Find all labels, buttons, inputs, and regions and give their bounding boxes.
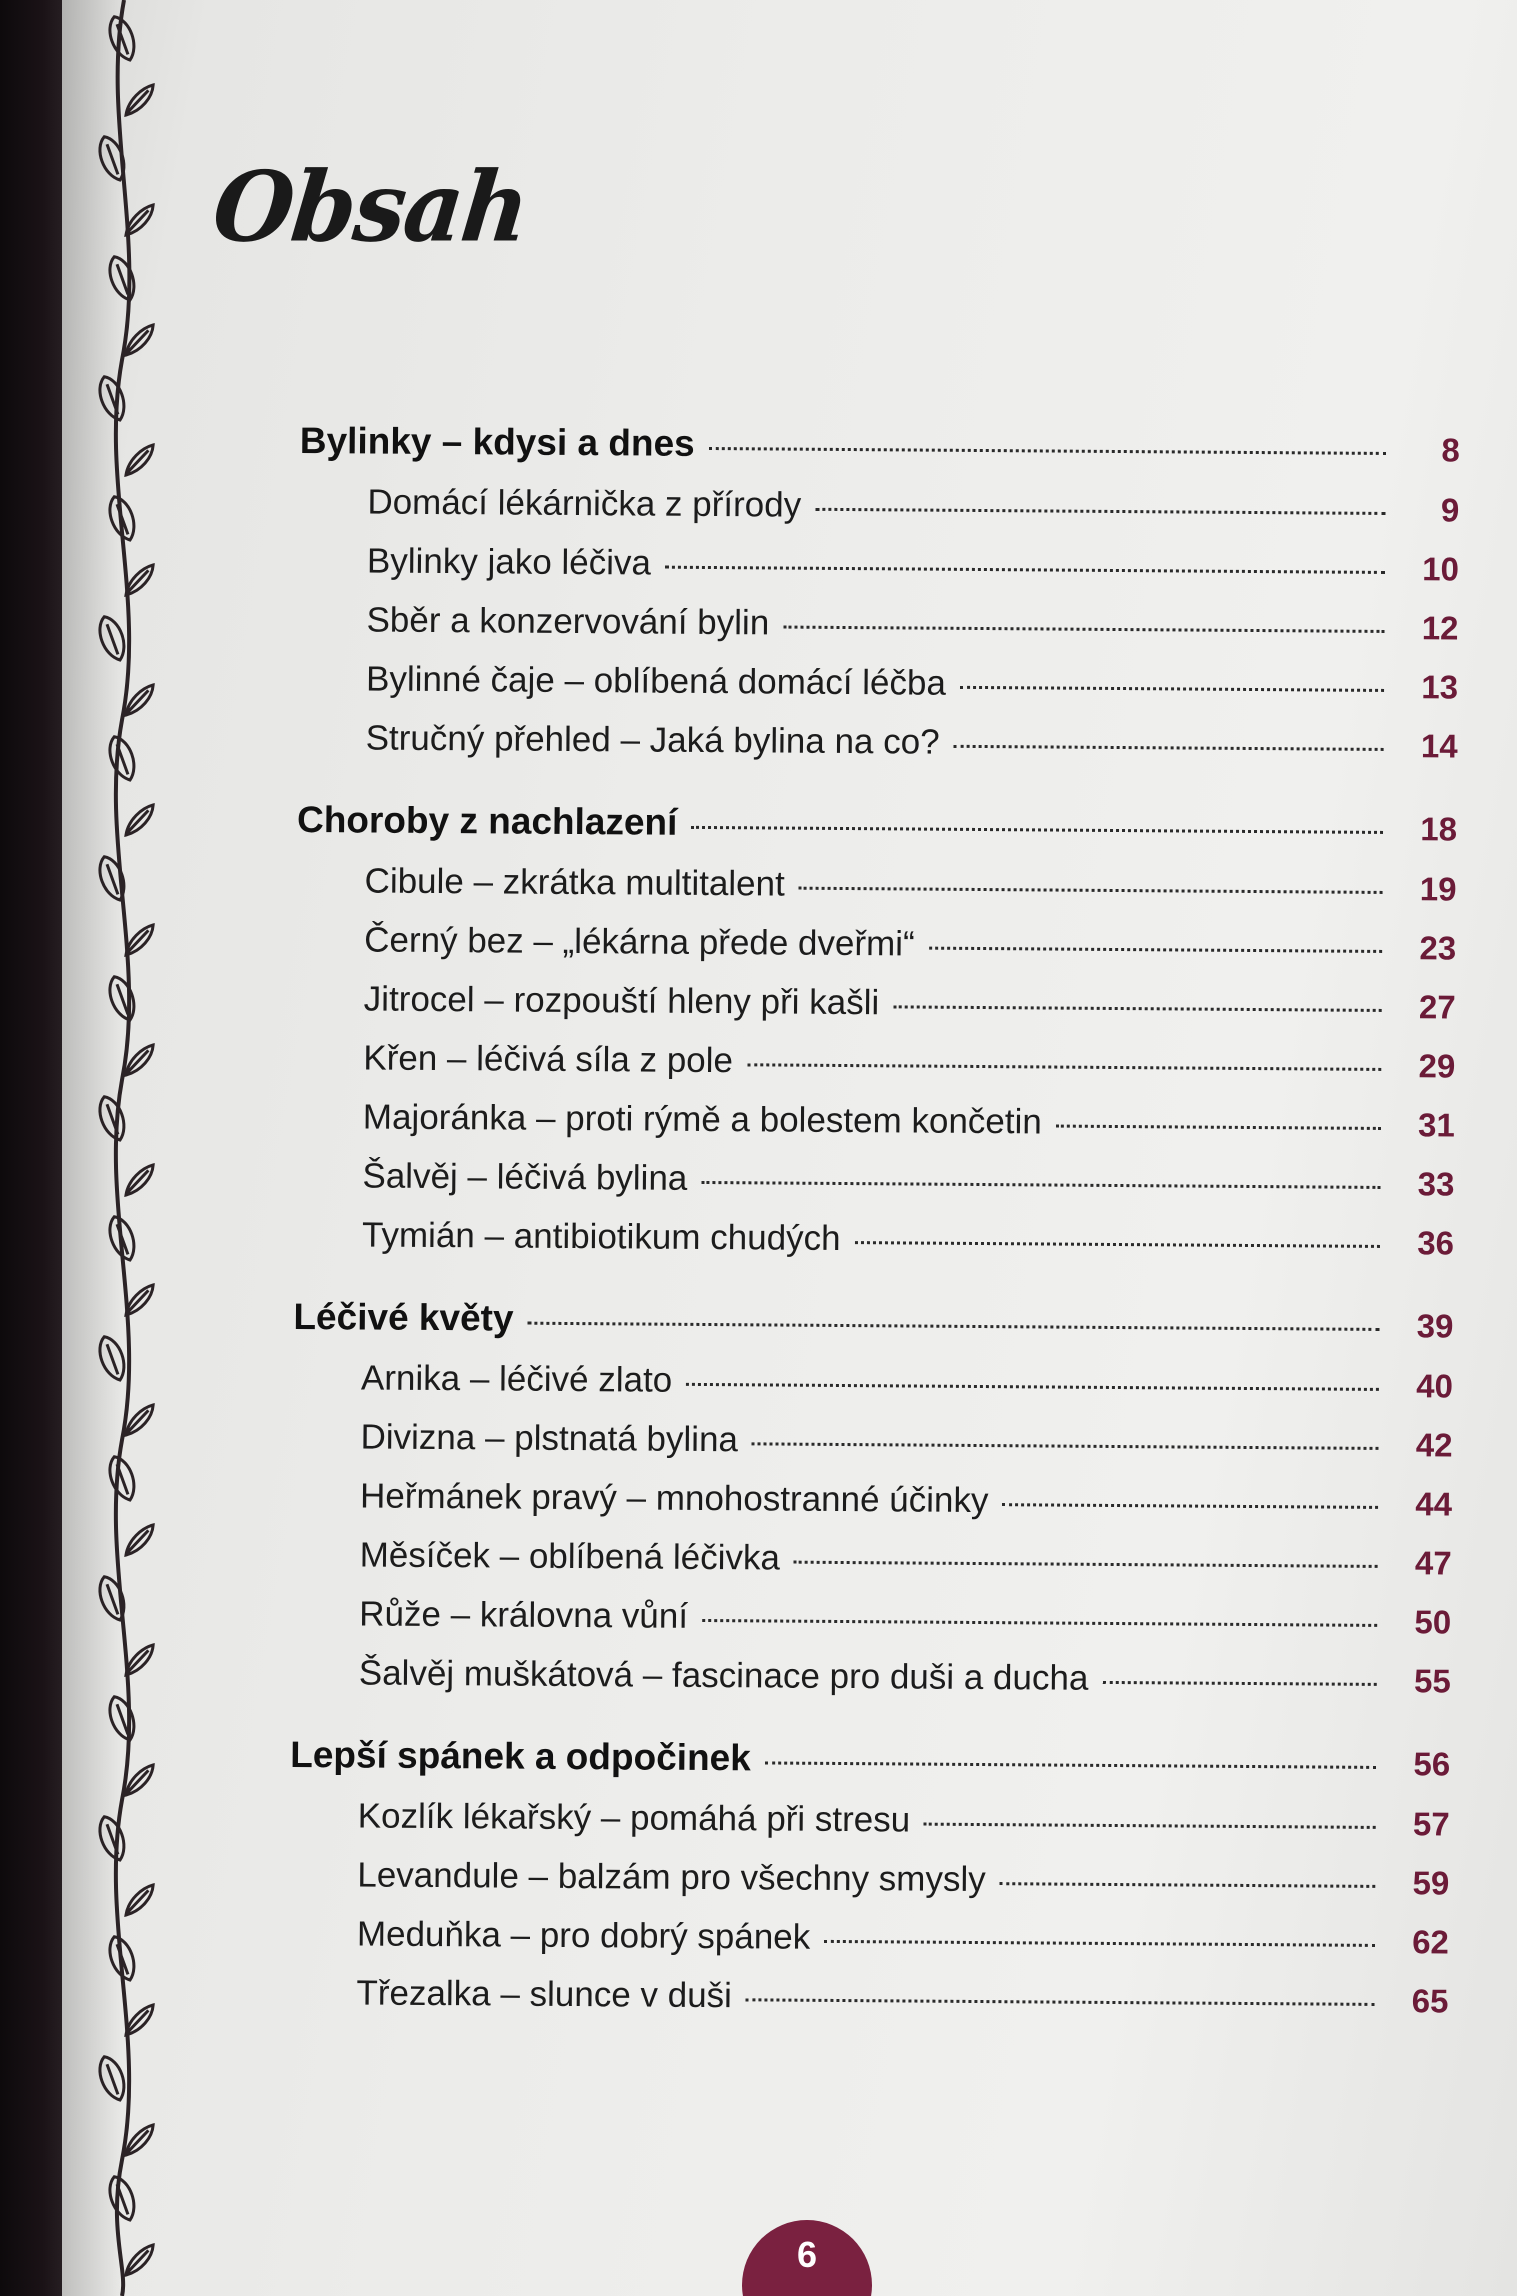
toc-entry-title: Bylinky jako léčiva: [366, 541, 652, 583]
vine-bud-icon: [104, 1693, 139, 1743]
dot-leader: [746, 1998, 1375, 2006]
toc-entry-title: Šalvěj muškátová – fascinace pro duši a ducha: [358, 1653, 1089, 1698]
dot-leader: [527, 1322, 1379, 1331]
vine-leaf-icon: [120, 1165, 159, 1195]
toc-entry-title: Černý bez – „lékárna přede dveřmi“: [364, 920, 915, 964]
toc-section-heading: [290, 1734, 1450, 1805]
toc-page-number: 27: [1418, 988, 1456, 1026]
toc-entry: [291, 1594, 1451, 1662]
dot-leader: [855, 1241, 1380, 1248]
vine-bud-icon: [94, 853, 129, 903]
dot-leader: [794, 1561, 1378, 1568]
dot-leader: [665, 566, 1385, 574]
toc-entry-title: Levandule – balzám pro všechny smysly: [357, 1855, 986, 1900]
vine-bud-icon: [104, 13, 139, 63]
vine-bud-icon: [104, 1453, 139, 1503]
vine-bud-icon: [104, 733, 139, 783]
toc-entry-title: Majoránka – proti rýmě a bolestem končetin: [362, 1097, 1042, 1142]
toc-entry: [292, 1417, 1452, 1485]
toc-entry-title: Meduňka – pro dobrý spánek: [356, 1914, 811, 1957]
toc-entry-title: Arnika – léčivé zlato: [360, 1358, 673, 1400]
dot-leader: [783, 626, 1384, 633]
dot-leader: [954, 745, 1384, 751]
toc-page-number: 29: [1418, 1047, 1456, 1085]
toc-page-number: 42: [1415, 1426, 1453, 1464]
toc-page-number: 55: [1413, 1662, 1451, 1700]
toc-page-number: 23: [1419, 929, 1457, 967]
vine-bud-icon: [104, 493, 139, 543]
toc-page-number: 13: [1421, 668, 1459, 706]
dot-leader: [929, 947, 1382, 953]
vine-bud-icon: [94, 373, 129, 423]
toc-page-number: 40: [1416, 1367, 1454, 1405]
table-of-contents: [288, 420, 1460, 2062]
toc-page-number: 62: [1412, 1923, 1450, 1961]
toc-section: [297, 420, 1460, 785]
vine-bud-icon: [104, 1213, 139, 1263]
toc-page-number: 19: [1419, 870, 1457, 908]
toc-entry-title: Jitrocel – rozpouští hleny při kašli: [363, 979, 880, 1023]
toc-entry: [289, 1855, 1449, 1923]
toc-section-heading: [300, 420, 1460, 491]
toc-entry: [299, 541, 1459, 609]
toc-section-title: Choroby z nachlazení: [296, 798, 678, 843]
toc-page-number: 14: [1420, 727, 1458, 765]
toc-entry: [291, 1653, 1451, 1721]
vine-bud-icon: [94, 1573, 129, 1623]
vine-bud-icon: [94, 2053, 129, 2103]
toc-section-title: Lepší spánek a odpočinek: [290, 1733, 751, 1779]
toc-entry: [291, 1535, 1451, 1603]
toc-page-number: 12: [1421, 609, 1459, 647]
toc-entry-title: Růže – královna vůní: [359, 1594, 689, 1636]
vine-leaf-icon: [120, 445, 159, 475]
toc-entry: [289, 1796, 1449, 1864]
vine-border-icon: [72, 0, 182, 2296]
dot-leader: [1102, 1681, 1376, 1686]
toc-entry-title: Třezalka – slunce v duši: [356, 1973, 733, 2016]
toc-entry-title: Cibule – zkrátka multitalent: [364, 861, 785, 904]
dot-leader: [709, 447, 1386, 455]
vine-leaf-icon: [120, 805, 159, 835]
toc-entry-title: Domácí lékárnička z přírody: [367, 482, 802, 525]
book-page: [62, 0, 1517, 2296]
toc-entry-title: Sběr a konzervování bylin: [366, 600, 770, 643]
dot-leader: [824, 1940, 1375, 1947]
dot-leader: [752, 1442, 1379, 1450]
toc-section: [291, 1296, 1454, 1720]
vine-bud-icon: [104, 973, 139, 1023]
dot-leader: [893, 1005, 1382, 1012]
toc-entry-title: Kozlík lékařský – pomáhá při stresu: [357, 1796, 911, 1840]
toc-section-heading: [293, 1296, 1453, 1367]
toc-entry: [294, 1215, 1454, 1283]
vine-bud-icon: [94, 1093, 129, 1143]
toc-entry: [295, 1038, 1455, 1106]
toc-page-number: 36: [1417, 1224, 1455, 1262]
toc-entry: [293, 1358, 1453, 1426]
toc-page-number: 65: [1411, 1982, 1449, 2020]
vine-bud-icon: [104, 2173, 139, 2223]
vine-bud-icon: [94, 1333, 129, 1383]
toc-page-number: 9: [1440, 491, 1460, 529]
dot-leader: [799, 887, 1383, 894]
toc-entry: [298, 659, 1458, 727]
toc-entry-title: Tymián – antibiotikum chudých: [361, 1215, 841, 1258]
toc-entry-title: Stručný přehled – Jaká bylina na co?: [365, 718, 940, 762]
dot-leader: [1002, 1503, 1378, 1509]
toc-page-number: 50: [1414, 1603, 1452, 1641]
vine-leaf-icon: [120, 2245, 159, 2275]
toc-entry-title: Měsíček – oblíbená léčivka: [359, 1535, 781, 1578]
toc-entry: [298, 600, 1458, 668]
toc-entry: [292, 1476, 1452, 1544]
dot-leader: [747, 1063, 1381, 1071]
vine-bud-icon: [94, 613, 129, 663]
page-number-badge: 6: [742, 2220, 872, 2296]
toc-entry: [289, 1914, 1449, 1982]
vine-leaf-icon: [120, 85, 159, 115]
toc-page-number: 44: [1415, 1485, 1453, 1523]
dot-leader: [686, 1383, 1379, 1391]
toc-page-number: 39: [1416, 1307, 1454, 1345]
dot-leader: [702, 1619, 1377, 1627]
dot-leader: [960, 686, 1384, 692]
toc-entry: [299, 482, 1459, 550]
toc-entry-title: Heřmánek pravý – mnohostranné účinky: [359, 1476, 989, 1521]
toc-page-number: 57: [1412, 1805, 1450, 1843]
toc-page-number: 47: [1414, 1544, 1452, 1582]
toc-page-number: 10: [1422, 550, 1460, 588]
toc-page-number: 59: [1412, 1864, 1450, 1902]
dot-leader: [1056, 1125, 1381, 1130]
dot-leader: [815, 508, 1385, 515]
vine-leaf-icon: [120, 1525, 159, 1555]
toc-entry: [297, 718, 1457, 786]
dot-leader: [691, 826, 1383, 834]
toc-entry: [295, 1097, 1455, 1165]
toc-entry: [295, 979, 1455, 1047]
vine-leaf-icon: [120, 1885, 159, 1915]
dot-leader: [1000, 1882, 1376, 1888]
toc-page-number: 56: [1413, 1745, 1451, 1783]
toc-entry-title: Křen – léčivá síla z pole: [363, 1038, 734, 1081]
toc-entry: [294, 1156, 1454, 1224]
toc-section-title: Bylinky – kdysi a dnes: [299, 420, 695, 464]
toc-page-number: 31: [1418, 1106, 1455, 1144]
toc-section-title: Léčivé květy: [293, 1295, 514, 1339]
toc-page-number: 33: [1417, 1165, 1455, 1203]
toc-entry-title: Divizna – plstnatá bylina: [360, 1417, 739, 1460]
vine-bud-icon: [94, 1813, 129, 1863]
page-title: Obsah: [208, 150, 533, 264]
toc-section: [288, 1734, 1450, 2040]
dot-leader: [924, 1823, 1376, 1829]
vine-bud-icon: [104, 1933, 139, 1983]
toc-entry: [296, 920, 1456, 988]
toc-entry-title: Šalvěj – léčivá bylina: [362, 1156, 688, 1198]
dot-leader: [701, 1181, 1380, 1189]
toc-entry-title: Bylinné čaje – oblíbená domácí léčba: [365, 659, 947, 703]
toc-page-number: 18: [1420, 810, 1458, 848]
toc-page-number: 8: [1441, 431, 1460, 469]
toc-section: [294, 799, 1457, 1282]
dot-leader: [765, 1761, 1376, 1768]
vine-bud-icon: [104, 253, 139, 303]
toc-entry: [288, 1973, 1448, 2041]
toc-section-heading: [297, 799, 1457, 870]
book-spine-edge: [0, 0, 70, 2296]
toc-entry: [296, 861, 1456, 929]
